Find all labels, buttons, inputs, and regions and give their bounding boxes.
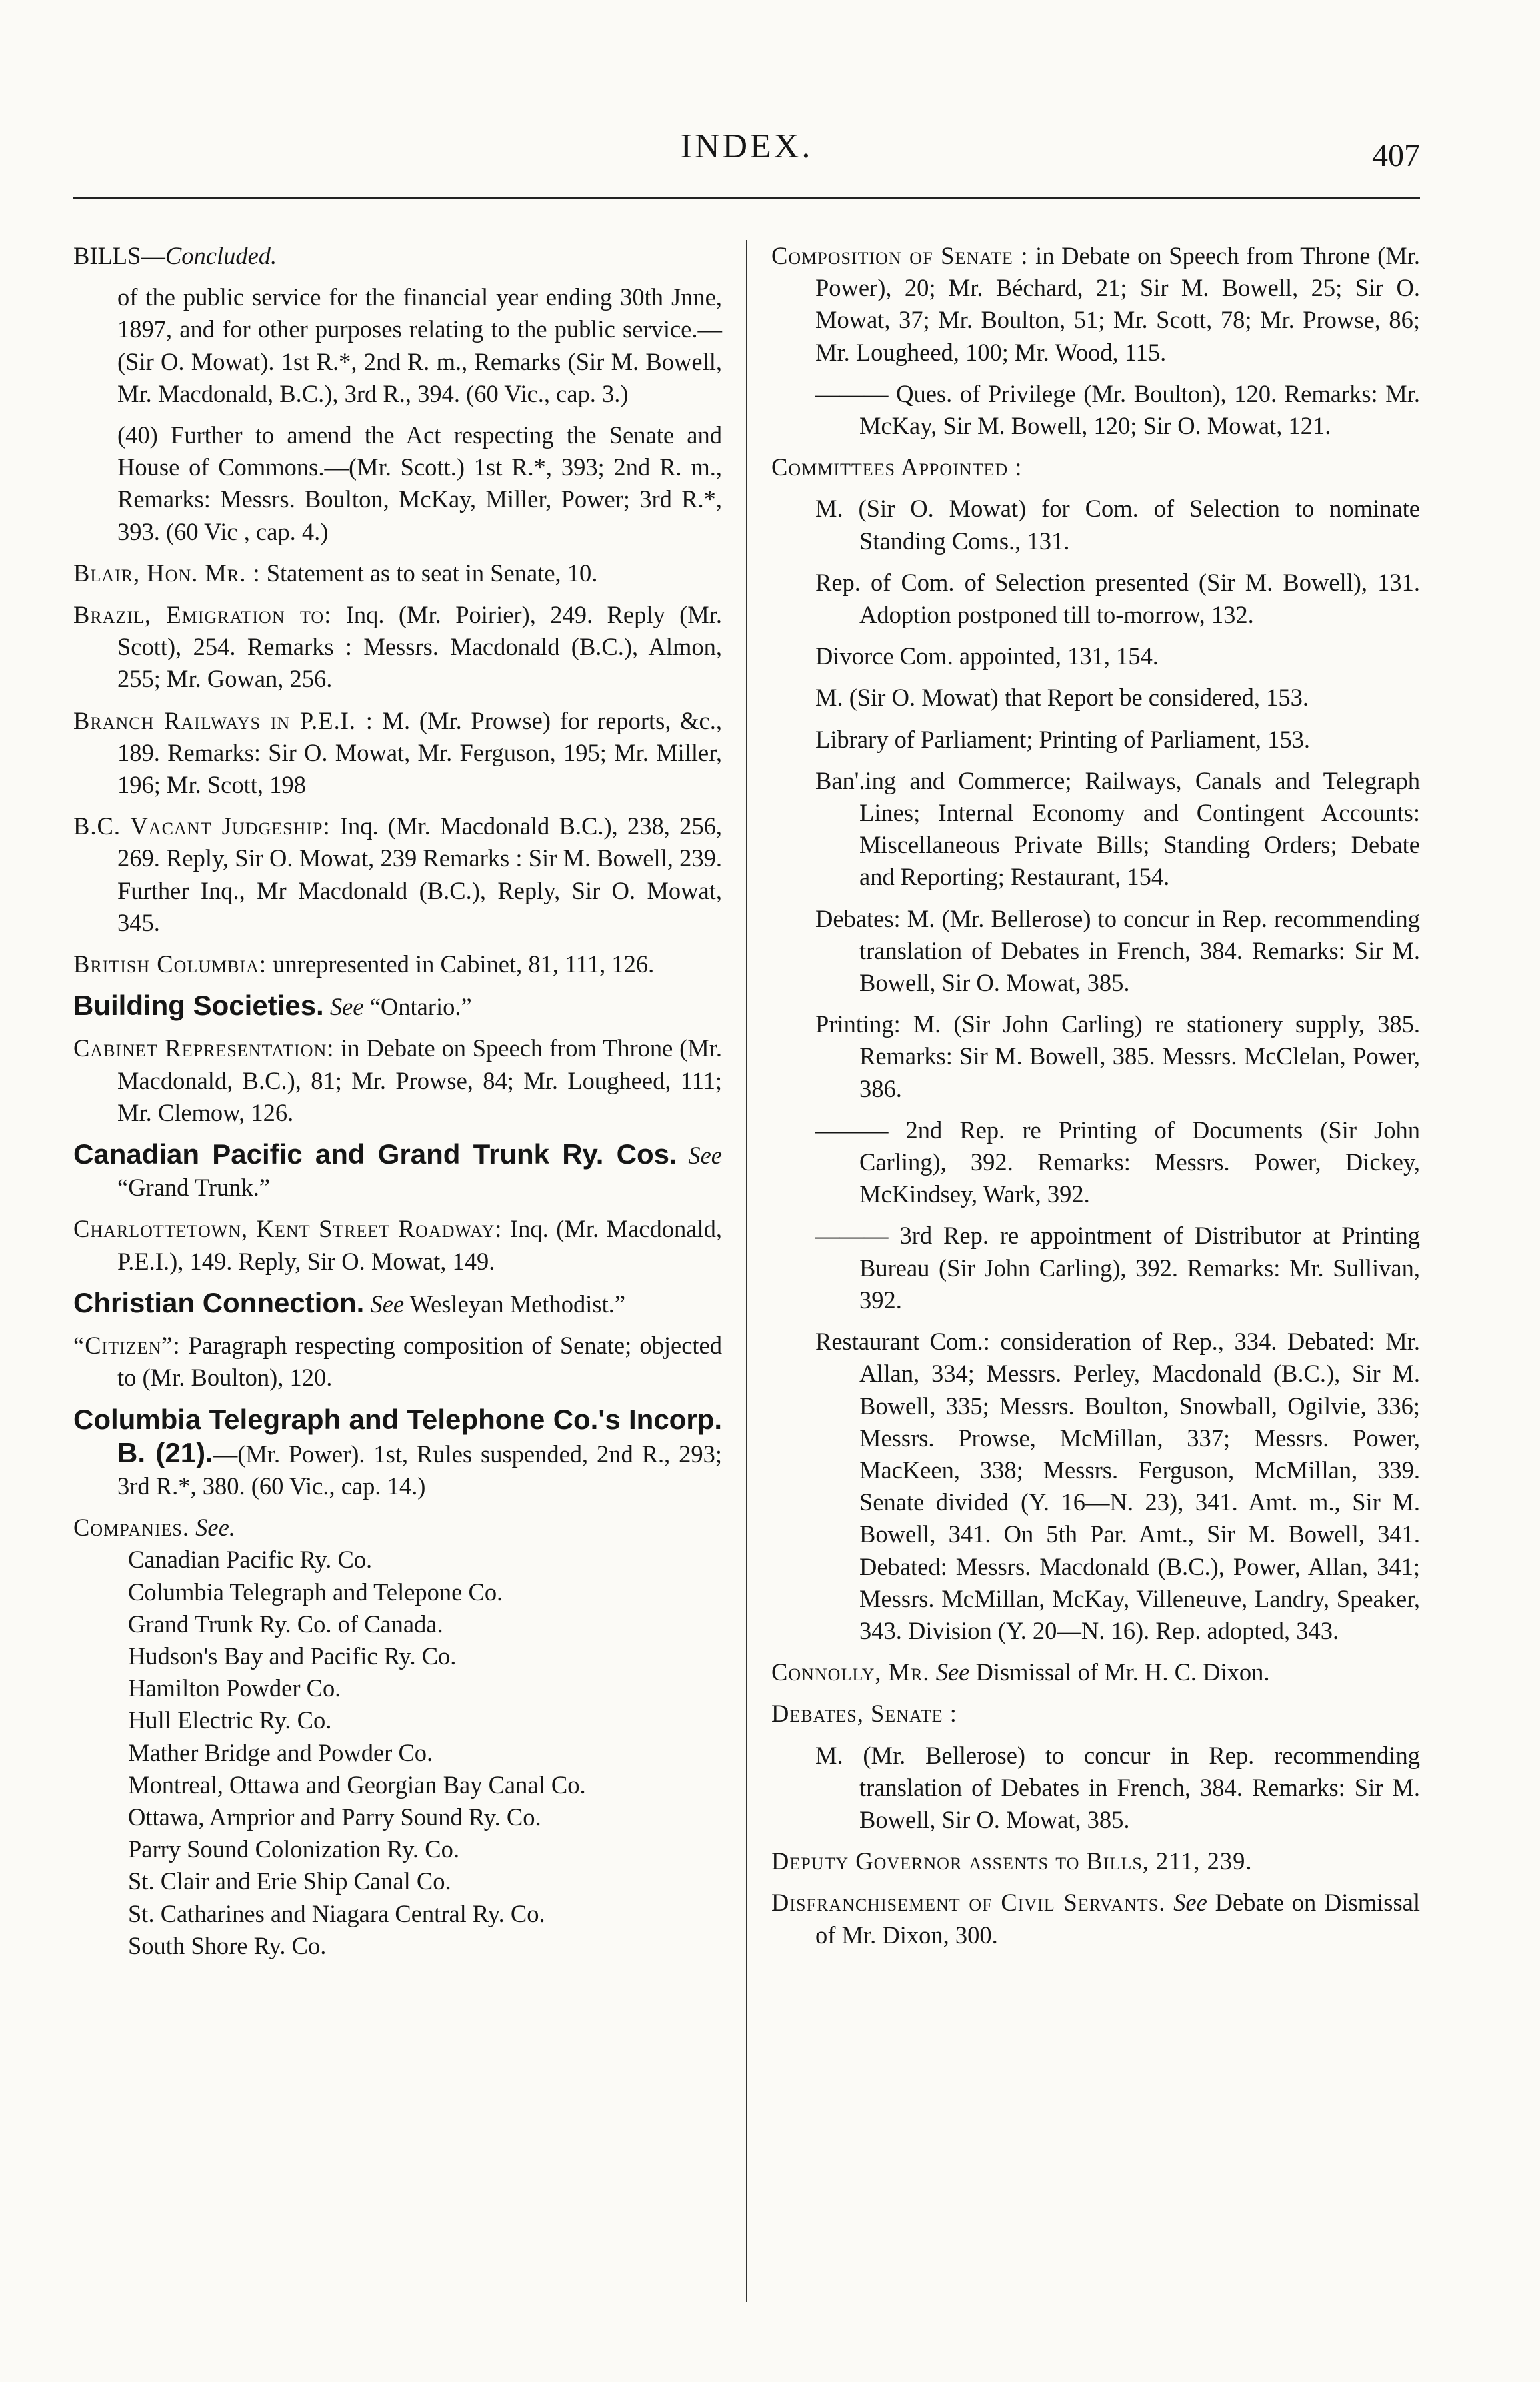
index-entry-canadian: Canadian Pacific and Grand Trunk Ry. Cos. See “Grand Trunk.”: [73, 1138, 722, 1202]
left-column: [73, 240, 746, 2302]
index-entry-citizen: “Citizen”: Paragraph respecting composition of Senate; objected to (Mr. Boulton), 120.: [73, 1332, 722, 1392]
list-item: Hamilton Powder Co.: [128, 1674, 341, 1702]
bills-text-1: of the public service for the financial year ending 30th Jnne, 1897, and for other purposes relating to the public service.—(Sir O. Mowat). 1st R.*, 2nd R. m., Remarks (Sir M. Bowell, Mr. Macdonald, B.C.), 3rd R., 394. (60 Vic., cap. 3.): [117, 283, 722, 407]
index-entry-british: British Columbia: unrepresented in Cabinet, 81, 111, 126.: [73, 950, 655, 978]
committees-item-4: M. (Sir O. Mowat) that Report be considered, 153.: [815, 684, 1309, 712]
index-entry-cabinet: Cabinet Representation: in Debate on Speech from Throne (Mr. Macdonald, B.C.), 81; Mr. Prowse, 84; Mr. Lougheed, 111; Mr. Clemow, 126.: [73, 1034, 722, 1126]
debates-senate-item: M. (Mr. Bellerose) to concur in Rep. recommending translation of Debates in French, 384. Remarks: Sir M. Bowell, Sir O. Mowat, 385.: [815, 1741, 1420, 1833]
committees-item-5: Library of Parliament; Printing of Parliament, 153.: [815, 725, 1311, 753]
list-item: South Shore Ry. Co.: [128, 1931, 327, 1959]
list-item: Montreal, Ottawa and Georgian Bay Canal Co.: [128, 1770, 586, 1799]
index-entry-building: Building Societies. See “Ontario.”: [73, 990, 472, 1022]
committees-item-6: Ban'.ing and Commerce; Railways, Canals and Telegraph Lines; Internal Economy and Contingent Accounts: Miscellaneous Private Bills; Standing Orders; Debate and Reporting; Restaurant, 154.: [815, 766, 1420, 891]
index-entry-bills: BILLS—Concluded.: [73, 242, 277, 269]
list-item: Ottawa, Arnprior and Parry Sound Ry. Co.: [128, 1803, 541, 1831]
index-entry-blair: Blair, Hon. Mr. : Statement as to seat in Senate, 10.: [73, 559, 598, 587]
committees-item-3: Divorce Com. appointed, 131, 154.: [815, 642, 1159, 670]
list-item: Parry Sound Colonization Ry. Co.: [128, 1835, 460, 1863]
list-item: Canadian Pacific Ry. Co.: [128, 1546, 373, 1574]
index-entry-companies: Companies. See.: [73, 1514, 235, 1542]
list-item: St. Catharines and Niagara Central Ry. Co.: [128, 1899, 545, 1927]
debates-item: Debates: M. (Mr. Bellerose) to concur in Rep. recommending translation of Debates in French, 384. Remarks: Sir M. Bowell, Sir O. Mowat, 385.: [815, 904, 1420, 997]
index-entry-composition: Composition of Senate : in Debate on Speech from Throne (Mr. Power), 20; Mr. Béchard, 21; Sir M. Bowell, 25; Sir O. Mowat, 37; Mr. Boulton, 51; Mr. Scott, 78; Mr. Prowse, 86; Mr. Lougheed, 100; Mr. Wood, 115.: [771, 242, 1420, 366]
page-number: 407: [1372, 138, 1420, 173]
printing-item-3: ——— 3rd Rep. re appointment of Distributor at Printing Bureau (Sir John Carling), 392. Remarks: Mr. Sullivan, 392.: [815, 1222, 1420, 1314]
index-entry-connolly: Connolly, Mr. See Dismissal of Mr. H. C. Dixon.: [771, 1658, 1270, 1686]
index-entry-branch: Branch Railways in P.E.I. : M. (Mr. Prowse) for reports, &c., 189. Remarks: Sir O. Mowat, Mr. Ferguson, 195; Mr. Miller, 196; Mr. Scott, 198: [73, 706, 723, 799]
list-item: Hudson's Bay and Pacific Ry. Co.: [128, 1642, 457, 1670]
restaurant-item: Restaurant Com.: consideration of Rep., 334. Debated: Mr. Allan, 334; Messrs. Perley, Macdonald (B.C.), Sir M. Bowell, 335; Messrs. Boulton, Snowball, Ogilvie, 336; Messrs. Prowse, McMillan, 337; Messrs. Power, MacKeen, 338; Messrs. Ferguson, McMillan, 339. Senate divided (Y. 16—N. 23), 341. Amt. m., Sir M. Bowell, 341. On 5th Par. Amt., Sir M. Bowell, 341. Debated: Messrs. Macdonald (B.C.), Power, Allan, 341; Messrs. McMillan, McKay, Villeneuve, Landry, Speaker, 343. Division (Y. 20—N. 16). Rep. adopted, 343.: [815, 1328, 1420, 1644]
index-entry-columbia: Columbia Telegraph and Telephone Co.'s Incorp. B. (21).—(Mr. Power). 1st, Rules suspended, 2nd R., 293; 3rd R.*, 380. (60 Vic., cap. 14.): [73, 1403, 722, 1500]
index-entry-debates-senate: Debates, Senate :: [771, 1700, 957, 1728]
list-item: Columbia Telegraph and Telepone Co.: [128, 1578, 503, 1606]
index-entry-charlottetown: Charlottetown, Kent Street Roadway: Inq. (Mr. Macdonald, P.E.I.), 149. Reply, Sir O. Mowat, 149.: [73, 1215, 722, 1275]
printing-item-2: ——— 2nd Rep. re Printing of Documents (Sir John Carling), 392. Remarks: Messrs. Power, Dickey, McKindsey, Wark, 392.: [815, 1116, 1420, 1208]
list-item: Grand Trunk Ry. Co. of Canada.: [128, 1610, 443, 1638]
index-entry-committees: Committees Appointed :: [771, 453, 1023, 481]
header-rule: [73, 197, 1420, 205]
composition-ques: ——— Ques. of Privilege (Mr. Boulton), 120. Remarks: Mr. McKay, Sir M. Bowell, 120; Sir O. Mowat, 121.: [815, 379, 1420, 440]
index-entry-brazil: Brazil, Emigration to: Inq. (Mr. Poirier), 249. Reply (Mr. Scott), 254. Remarks : Messrs. Macdonald (B.C.), Almon, 255; Mr. Gowan, 256.: [73, 601, 722, 693]
index-entry-bc: B.C. Vacant Judgeship: Inq. (Mr. Macdonald B.C.), 238, 256, 269. Reply, Sir O. Mowat, 239 Remarks : Sir M. Bowell, 239. Further Inq., Mr Macdonald (B.C.), Reply, Sir O. Mowat, 345.: [73, 812, 722, 936]
committees-item-2: Rep. of Com. of Selection presented (Sir M. Bowell), 131. Adoption postponed till to-morrow, 132.: [815, 568, 1420, 629]
list-item: Mather Bridge and Powder Co.: [128, 1738, 433, 1766]
right-column: [746, 240, 1420, 2302]
index-entry-christian: Christian Connection. See Wesleyan Methodist.”: [73, 1286, 626, 1318]
list-item: St. Clair and Erie Ship Canal Co.: [128, 1867, 451, 1895]
bills-text-2: (40) Further to amend the Act respecting the Senate and House of Commons.—(Mr. Scott.) 1st R.*, 393; 2nd R. m., Remarks: Messrs. Boulton, McKay, Miller, Power; 3rd R.*, 393. (60 Vic , cap. 4.): [117, 421, 722, 545]
committees-item-1: M. (Sir O. Mowat) for Com. of Selection to nominate Standing Coms., 131.: [815, 495, 1420, 555]
list-item: Hull Electric Ry. Co.: [128, 1706, 332, 1734]
page-title: INDEX.: [680, 127, 813, 165]
printing-item-1: Printing: M. (Sir John Carling) re stationery supply, 385. Remarks: Sir M. Bowell, 385. Messrs. McClelan, Power, 386.: [815, 1010, 1420, 1102]
companies-list: [73, 1544, 722, 1962]
index-entry-deputy: Deputy Governor assents to Bills, 211, 239.: [771, 1847, 1253, 1875]
index-entry-disfranchisement: Disfranchisement of Civil Servants. See Debate on Dismissal of Mr. Dixon, 300.: [771, 1889, 1420, 1949]
page-header: [73, 120, 1420, 180]
index-columns: [73, 240, 1420, 2302]
